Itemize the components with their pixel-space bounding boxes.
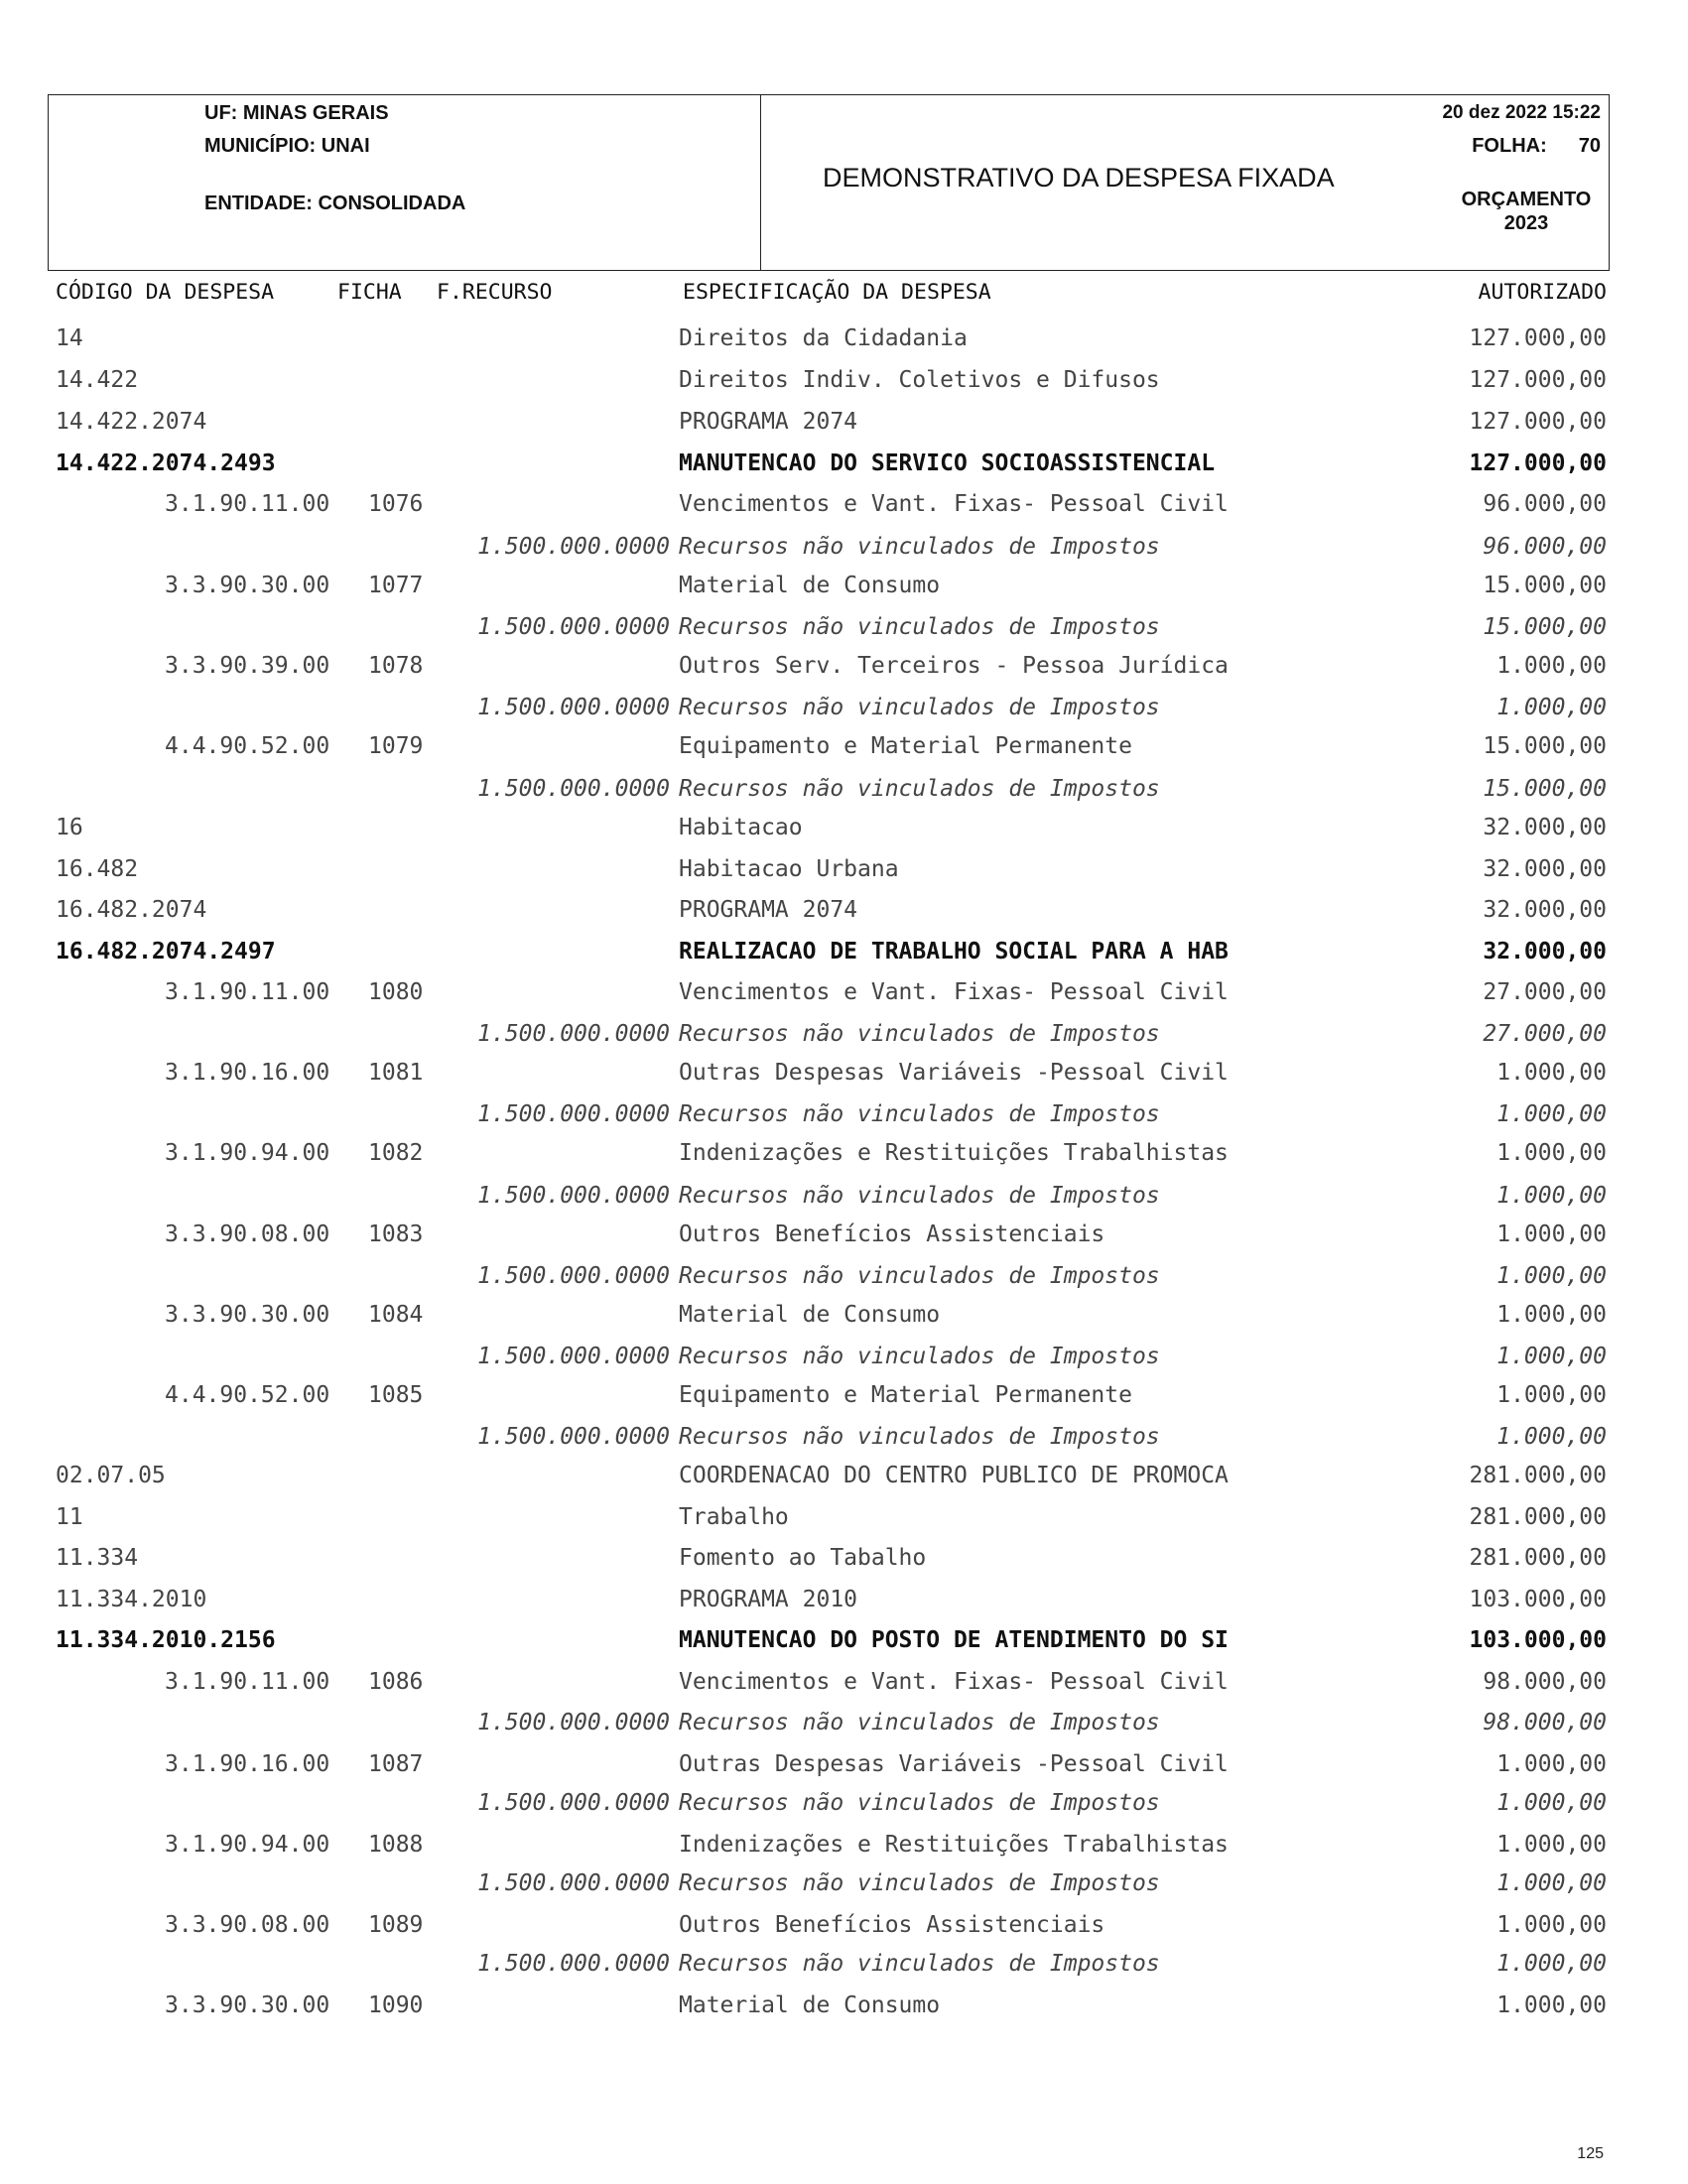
expense-specification: Outros Benefícios Assistenciais [679,1912,1105,1938]
authorized-value: 1.000,00 [1496,653,1607,679]
expense-code: 14.422.2074.2493 [56,450,276,476]
expense-row [0,1138,1688,1168]
expense-row [0,1749,1688,1779]
ficha-number: 1084 [368,1302,424,1328]
orcamento-block [1452,188,1601,235]
authorized-value: 96.000,00 [1483,534,1607,560]
expense-specification: Vencimentos e Vant. Fixas- Pessoal Civil [679,1669,1229,1695]
fonte-recurso-code: 1.500.000.0000 [477,1183,670,1209]
uf-label: UF: MINAS GERAIS [204,102,389,124]
expense-specification: Habitacao [679,815,803,840]
entidade-label: ENTIDADE: CONSOLIDADA [204,193,466,214]
expense-specification: Material de Consumo [679,1302,941,1328]
fonte-recurso-code: 1.500.000.0000 [477,614,670,640]
expense-code: 11 [56,1504,83,1530]
ficha-number: 1086 [368,1669,424,1695]
folha-label: FOLHA: [1472,135,1547,157]
fonte-recurso-row [0,1949,1688,1979]
folha-block [1472,135,1601,158]
authorized-value: 127.000,00 [1469,409,1607,435]
expense-code: 16.482.2074 [56,897,207,923]
report-datetime: 20 dez 2022 15:22 [1442,102,1601,123]
authorized-value: 1.000,00 [1496,1870,1607,1896]
expense-code: 3.1.90.11.00 [165,491,330,517]
expense-code: 11.334.2010 [56,1587,207,1612]
municipio-label: MUNICÍPIO: UNAI [204,135,370,157]
expense-code: 3.1.90.11.00 [165,1669,330,1695]
expense-code: 16.482.2074.2497 [56,939,276,964]
expense-code: 3.3.90.30.00 [165,1992,330,2018]
authorized-value: 32.000,00 [1483,939,1607,964]
authorized-value: 1.000,00 [1496,1101,1607,1127]
expense-specification: Outros Serv. Terceiros - Pessoa Jurídica [679,653,1229,679]
fonte-recurso-row [0,1019,1688,1049]
expense-code: 3.1.90.16.00 [165,1751,330,1777]
authorized-value: 1.000,00 [1496,1060,1607,1086]
expense-specification: COORDENACAO DO CENTRO PUBLICO DE PROMOCA [679,1463,1229,1488]
authorized-value: 27.000,00 [1483,1021,1607,1047]
expense-specification: Indenizações e Restituições Trabalhistas [679,1140,1229,1166]
fonte-recurso-code: 1.500.000.0000 [477,1101,670,1127]
ficha-number: 1079 [368,733,424,759]
expense-specification: Outros Benefícios Assistenciais [679,1221,1105,1247]
expense-code: 16.482 [56,856,139,882]
expense-row [0,449,1688,478]
expense-row [0,1543,1688,1573]
authorized-value: 127.000,00 [1469,325,1607,351]
expense-code: 14.422 [56,367,139,393]
expense-code: 3.3.90.08.00 [165,1912,330,1938]
expense-row [0,1461,1688,1490]
expense-specification: Outras Despesas Variáveis -Pessoal Civil [679,1751,1229,1777]
expense-code: 3.1.90.94.00 [165,1140,330,1166]
authorized-value: 15.000,00 [1483,573,1607,598]
authorized-value: 281.000,00 [1469,1463,1607,1488]
expense-specification: Trabalho [679,1504,789,1530]
col-header-codigo: CÓDIGO DA DESPESA [56,280,275,305]
authorized-value: 281.000,00 [1469,1504,1607,1530]
expense-specification: MANUTENCAO DO POSTO DE ATENDIMENTO DO SI [679,1627,1229,1653]
expense-row [0,731,1688,761]
page-number: 125 [1577,2145,1604,2162]
expense-specification: Recursos não vinculados de Impostos [679,1263,1160,1289]
fonte-recurso-row [0,532,1688,562]
expense-row [0,365,1688,395]
ficha-number: 1078 [368,653,424,679]
expense-code: 02.07.05 [56,1463,166,1488]
fonte-recurso-row [0,1342,1688,1371]
authorized-value: 1.000,00 [1496,1302,1607,1328]
expense-specification: Recursos não vinculados de Impostos [679,614,1160,640]
expense-specification: Recursos não vinculados de Impostos [679,776,1160,802]
ficha-number: 1087 [368,1751,424,1777]
authorized-value: 98.000,00 [1483,1669,1607,1695]
expense-row [0,651,1688,681]
expense-specification: Material de Consumo [679,1992,941,2018]
authorized-value: 1.000,00 [1496,1344,1607,1369]
folha-value: 70 [1578,135,1601,157]
expense-row [0,937,1688,966]
report-header [48,94,1610,271]
expense-code: 14.422.2074 [56,409,207,435]
fonte-recurso-row [0,612,1688,642]
authorized-value: 1.000,00 [1496,1751,1607,1777]
expense-row [0,813,1688,842]
expense-row [0,1625,1688,1655]
expense-specification: Material de Consumo [679,573,941,598]
expense-specification: Equipamento e Material Permanente [679,1382,1132,1408]
expense-row [0,1585,1688,1614]
fonte-recurso-code: 1.500.000.0000 [477,1424,670,1450]
expense-row [0,895,1688,925]
expense-code: 3.1.90.11.00 [165,979,330,1005]
expense-specification: Recursos não vinculados de Impostos [679,534,1160,560]
authorized-value: 1.000,00 [1496,1951,1607,1977]
header-divider [760,95,761,270]
ficha-number: 1089 [368,1912,424,1938]
expense-code: 14 [56,325,83,351]
authorized-value: 32.000,00 [1483,897,1607,923]
expense-row [0,407,1688,437]
expense-row [0,1058,1688,1088]
expense-specification: Equipamento e Material Permanente [679,733,1132,759]
authorized-value: 32.000,00 [1483,856,1607,882]
ficha-number: 1082 [368,1140,424,1166]
expense-row [0,1220,1688,1249]
fonte-recurso-row [0,1788,1688,1818]
authorized-value: 98.000,00 [1483,1710,1607,1735]
expense-row [0,1991,1688,2020]
expense-specification: Recursos não vinculados de Impostos [679,1021,1160,1047]
expense-specification: Recursos não vinculados de Impostos [679,1870,1160,1896]
expense-specification: Vencimentos e Vant. Fixas- Pessoal Civil [679,491,1229,517]
expense-row [0,1380,1688,1410]
authorized-value: 1.000,00 [1496,1183,1607,1209]
expense-code: 3.3.90.30.00 [165,1302,330,1328]
expense-specification: MANUTENCAO DO SERVICO SOCIOASSISTENCIAL [679,450,1216,476]
expense-specification: PROGRAMA 2074 [679,409,858,435]
expense-specification: Recursos não vinculados de Impostos [679,1790,1160,1816]
expense-code: 4.4.90.52.00 [165,1382,330,1408]
expense-specification: Outras Despesas Variáveis -Pessoal Civil [679,1060,1229,1086]
fonte-recurso-code: 1.500.000.0000 [477,1344,670,1369]
expense-specification: REALIZACAO DE TRABALHO SOCIAL PARA A HAB [679,939,1229,964]
expense-row [0,1667,1688,1697]
expense-code: 3.1.90.16.00 [165,1060,330,1086]
col-header-recurso: F.RECURSO [437,280,553,305]
fonte-recurso-row [0,1261,1688,1291]
expense-specification: Recursos não vinculados de Impostos [679,695,1160,720]
expense-row [0,489,1688,519]
authorized-value: 1.000,00 [1496,1382,1607,1408]
expense-row [0,1502,1688,1532]
ficha-number: 1088 [368,1832,424,1858]
expense-specification: Recursos não vinculados de Impostos [679,1183,1160,1209]
expense-code: 3.1.90.94.00 [165,1832,330,1858]
authorized-value: 281.000,00 [1469,1545,1607,1571]
authorized-value: 15.000,00 [1483,614,1607,640]
expense-row [0,1830,1688,1860]
expense-code: 3.3.90.39.00 [165,653,330,679]
expense-row [0,1300,1688,1330]
col-header-ficha: FICHA [337,280,402,305]
fonte-recurso-row [0,1868,1688,1898]
ficha-number: 1076 [368,491,424,517]
col-header-autorizado: AUTORIZADO [1478,280,1607,305]
fonte-recurso-row [0,693,1688,722]
expense-specification: Direitos da Cidadania [679,325,968,351]
expense-specification: Fomento ao Tabalho [679,1545,927,1571]
authorized-value: 15.000,00 [1483,733,1607,759]
expense-row [0,1910,1688,1940]
ficha-number: 1077 [368,573,424,598]
expense-specification: Recursos não vinculados de Impostos [679,1344,1160,1369]
authorized-value: 1.000,00 [1496,1140,1607,1166]
authorized-value: 127.000,00 [1469,367,1607,393]
authorized-value: 1.000,00 [1496,695,1607,720]
authorized-value: 127.000,00 [1469,450,1607,476]
expense-specification: Direitos Indiv. Coletivos e Difusos [679,367,1160,393]
col-header-especificacao: ESPECIFICAÇÃO DA DESPESA [683,280,991,305]
authorized-value: 32.000,00 [1483,815,1607,840]
expense-specification: PROGRAMA 2010 [679,1587,858,1612]
fonte-recurso-row [0,1099,1688,1129]
authorized-value: 1.000,00 [1496,1790,1607,1816]
expense-code: 16 [56,815,83,840]
expense-row [0,323,1688,353]
expense-specification: Recursos não vinculados de Impostos [679,1710,1160,1735]
expense-specification: Indenizações e Restituições Trabalhistas [679,1832,1229,1858]
expense-code: 3.3.90.30.00 [165,573,330,598]
authorized-value: 1.000,00 [1496,1912,1607,1938]
fonte-recurso-code: 1.500.000.0000 [477,1951,670,1977]
fonte-recurso-code: 1.500.000.0000 [477,1263,670,1289]
authorized-value: 103.000,00 [1469,1587,1607,1612]
expense-code: 4.4.90.52.00 [165,733,330,759]
report-title: DEMONSTRATIVO DA DESPESA FIXADA [823,163,1335,193]
fonte-recurso-row [0,1422,1688,1452]
authorized-value: 1.000,00 [1496,1424,1607,1450]
fonte-recurso-code: 1.500.000.0000 [477,534,670,560]
expense-specification: Vencimentos e Vant. Fixas- Pessoal Civil [679,979,1229,1005]
fonte-recurso-code: 1.500.000.0000 [477,695,670,720]
ficha-number: 1081 [368,1060,424,1086]
fonte-recurso-code: 1.500.000.0000 [477,1790,670,1816]
expense-specification: Recursos não vinculados de Impostos [679,1424,1160,1450]
authorized-value: 1.000,00 [1496,1263,1607,1289]
authorized-value: 103.000,00 [1469,1627,1607,1653]
expense-specification: Recursos não vinculados de Impostos [679,1951,1160,1977]
expense-specification: Recursos não vinculados de Impostos [679,1101,1160,1127]
ficha-number: 1085 [368,1382,424,1408]
expense-specification: Habitacao Urbana [679,856,899,882]
fonte-recurso-code: 1.500.000.0000 [477,776,670,802]
ficha-number: 1090 [368,1992,424,2018]
authorized-value: 1.000,00 [1496,1832,1607,1858]
orcamento-year: 2023 [1503,212,1549,234]
fonte-recurso-row [0,1708,1688,1737]
expense-code: 11.334.2010.2156 [56,1627,276,1653]
authorized-value: 96.000,00 [1483,491,1607,517]
authorized-value: 1.000,00 [1496,1992,1607,2018]
expense-code: 3.3.90.08.00 [165,1221,330,1247]
fonte-recurso-code: 1.500.000.0000 [477,1710,670,1735]
expense-row [0,571,1688,600]
fonte-recurso-row [0,1181,1688,1211]
fonte-recurso-code: 1.500.000.0000 [477,1021,670,1047]
fonte-recurso-code: 1.500.000.0000 [477,1870,670,1896]
expense-code: 11.334 [56,1545,139,1571]
expense-specification: PROGRAMA 2074 [679,897,858,923]
orcamento-label: ORÇAMENTO [1461,189,1592,210]
authorized-value: 1.000,00 [1496,1221,1607,1247]
fonte-recurso-row [0,774,1688,804]
ficha-number: 1080 [368,979,424,1005]
expense-row [0,854,1688,884]
ficha-number: 1083 [368,1221,424,1247]
authorized-value: 15.000,00 [1483,776,1607,802]
expense-row [0,977,1688,1007]
authorized-value: 27.000,00 [1483,979,1607,1005]
